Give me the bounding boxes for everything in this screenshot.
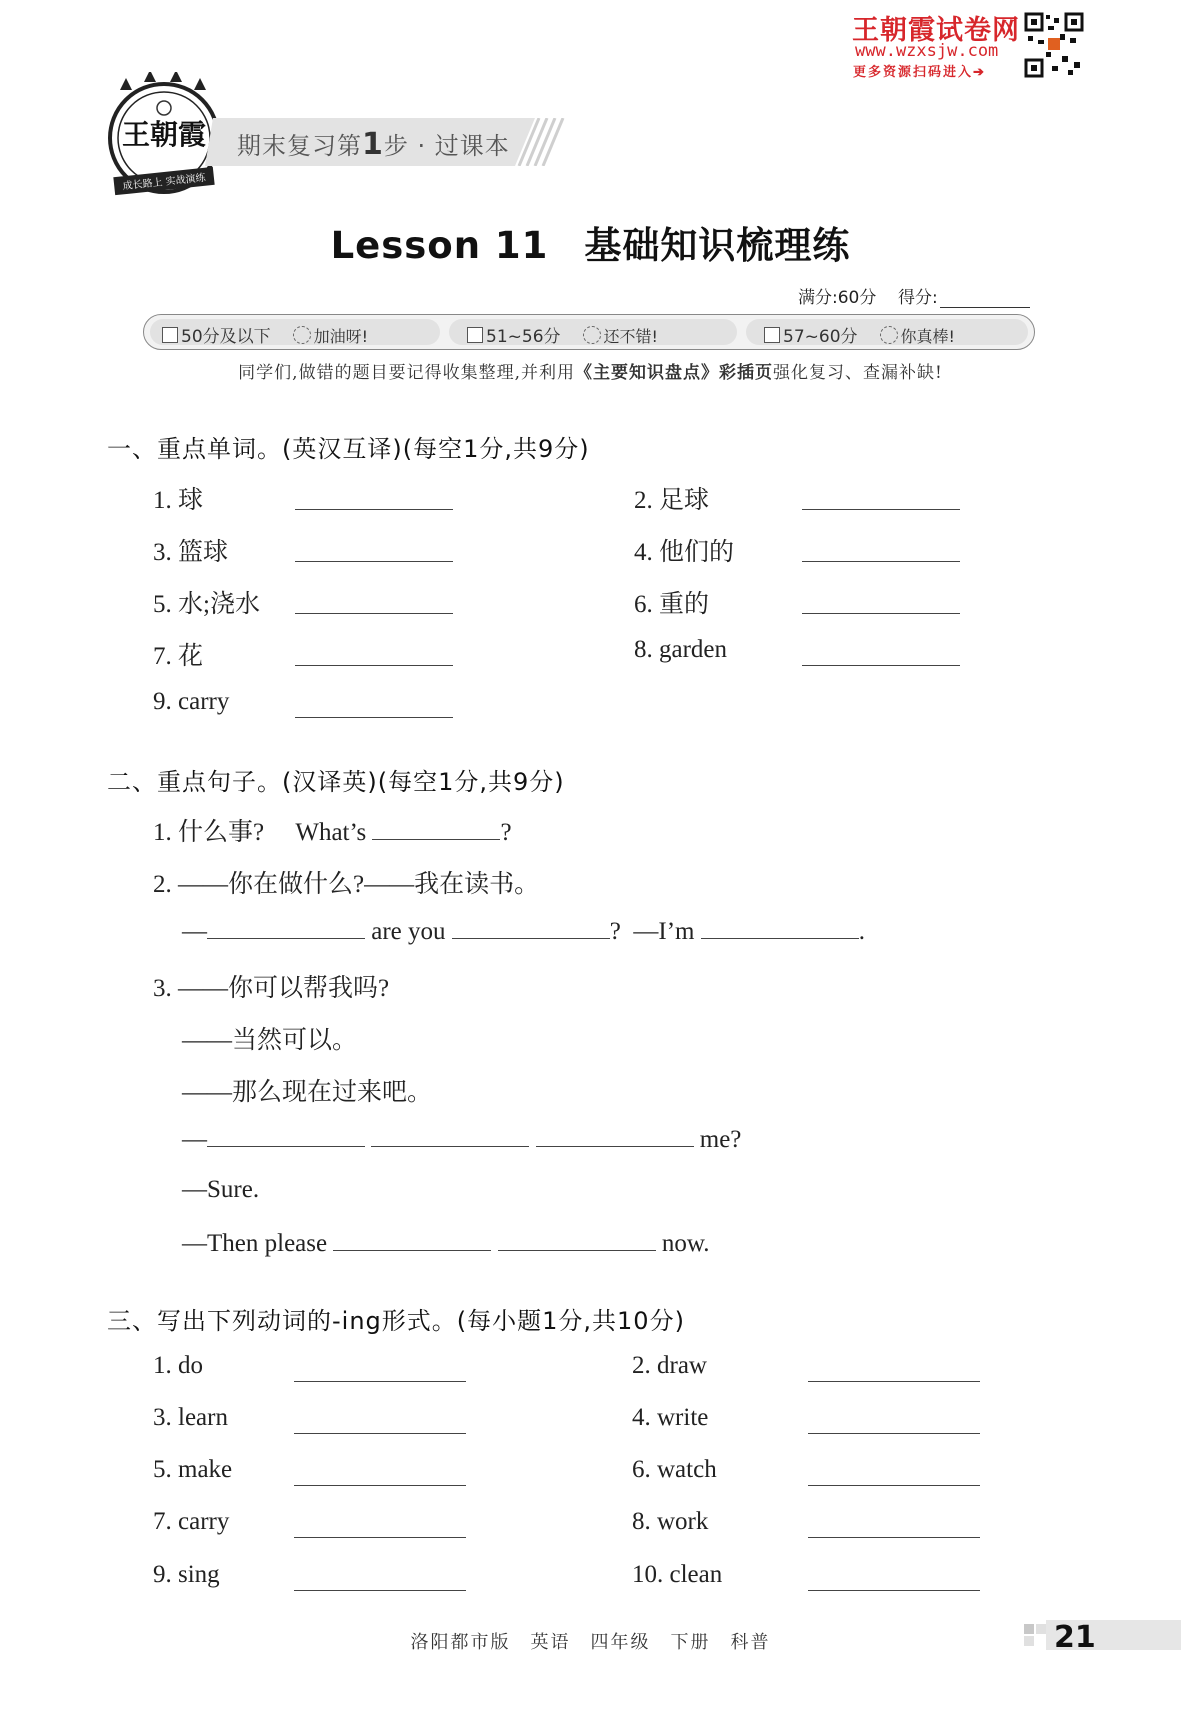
- page-number: 21: [1054, 1620, 1096, 1655]
- s3-item-9: 9. sing: [153, 1561, 220, 1588]
- logo-name: 王朝霞: [121, 118, 207, 151]
- s1-answer-8[interactable]: [802, 664, 960, 666]
- s3-answer-8[interactable]: [808, 1536, 980, 1538]
- s2-q1: 1. 什么事? What’s ?: [153, 819, 512, 846]
- s1-answer-3[interactable]: [295, 560, 453, 562]
- s2-q3-cn2: ——当然可以。: [182, 1027, 358, 1054]
- page-corner-icon: [1024, 1624, 1048, 1650]
- s1-answer-4[interactable]: [802, 560, 960, 562]
- s3-answer-4[interactable]: [808, 1432, 980, 1434]
- page-title: Lesson 11 基础知识梳理练: [330, 224, 851, 267]
- s2-q3-en2: —Then please now.: [182, 1230, 710, 1257]
- footer-edition: 洛阳都市版 英语 四年级 下册 科普: [410, 1632, 771, 1653]
- s3-item-1: 1. do: [153, 1352, 203, 1379]
- s2-q3-sure: —Sure.: [182, 1176, 260, 1203]
- checkbox-icon[interactable]: [162, 327, 178, 343]
- brand-url[interactable]: www.wzxsjw.com: [855, 41, 999, 61]
- logo-ribbon: 成长路上 实战演练: [122, 172, 207, 193]
- checkbox-icon[interactable]: [764, 327, 780, 343]
- s2-q2-answer-2[interactable]: [452, 916, 610, 939]
- smiley-icon: [583, 326, 601, 344]
- s2-q3-answer-1[interactable]: [207, 1124, 365, 1147]
- s3-answer-2[interactable]: [808, 1380, 980, 1382]
- brand-scan-text: 更多资源扫码进入➔: [853, 65, 986, 80]
- section3-heading: 三、写出下列动词的-ing形式。(每小题1分,共10分): [107, 1307, 685, 1335]
- s3-answer-3[interactable]: [294, 1432, 466, 1434]
- checkbox-icon[interactable]: [467, 327, 483, 343]
- s1-item-7: 7. 花: [153, 643, 204, 670]
- s3-answer-10[interactable]: [808, 1589, 980, 1591]
- s1-answer-2[interactable]: [802, 508, 960, 510]
- s2-q3-en1: — me?: [182, 1126, 742, 1153]
- s2-q1-answer[interactable]: [372, 817, 500, 840]
- s2-q2-cn: 2. ——你在做什么?——我在读书。: [153, 871, 540, 898]
- s2-q3-cn1: 3. ——你可以帮我吗?: [153, 975, 390, 1002]
- s1-item-2: 2. 足球: [634, 487, 710, 514]
- s2-q2-answer-1[interactable]: [207, 916, 365, 939]
- s1-item-3: 3. 篮球: [153, 539, 229, 566]
- score-line: 满分:60分 得分:: [798, 283, 1030, 308]
- section2-heading: 二、重点句子。(汉译英)(每空1分,共9分): [107, 768, 565, 796]
- s3-answer-7[interactable]: [294, 1536, 466, 1538]
- s2-q3-answer-4[interactable]: [333, 1228, 491, 1251]
- smiley-icon: [293, 326, 311, 344]
- s2-q3-cn3: ——那么现在过来吧。: [182, 1079, 433, 1106]
- score-level-2: 51~56分 还不错!: [467, 322, 658, 347]
- s2-q3-answer-2[interactable]: [371, 1124, 529, 1147]
- s2-q2-answer-3[interactable]: [701, 916, 859, 939]
- s3-item-2: 2. draw: [632, 1352, 707, 1379]
- s1-item-9: 9. carry: [153, 688, 230, 715]
- s1-item-1: 1. 球: [153, 487, 204, 514]
- s1-answer-1[interactable]: [295, 508, 453, 510]
- study-tip: 同学们,做错的题目要记得收集整理,并利用《主要知识盘点》彩插页强化复习、查漏补缺!: [238, 363, 943, 383]
- s3-answer-1[interactable]: [294, 1380, 466, 1382]
- s3-item-6: 6. watch: [632, 1456, 717, 1483]
- s3-item-8: 8. work: [632, 1508, 709, 1535]
- qr-code-icon[interactable]: [1024, 12, 1084, 78]
- score-level-3: 57~60分 你真棒!: [764, 322, 955, 347]
- s3-item-7: 7. carry: [153, 1508, 230, 1535]
- s3-item-4: 4. write: [632, 1404, 709, 1431]
- s3-answer-9[interactable]: [294, 1589, 466, 1591]
- banner-text: 期末复习第1步 · 过课本: [237, 127, 510, 162]
- s2-q3-answer-3[interactable]: [536, 1124, 694, 1147]
- score-level-1: 50分及以下 加油呀!: [162, 322, 368, 347]
- section1-heading: 一、重点单词。(英汉互译)(每空1分,共9分): [107, 435, 590, 463]
- s1-item-6: 6. 重的: [634, 591, 710, 618]
- s1-answer-6[interactable]: [802, 612, 960, 614]
- score-input[interactable]: [940, 291, 1030, 308]
- s2-q2-en: — are you ? —I’m .: [182, 918, 865, 945]
- s2-q3-answer-5[interactable]: [498, 1228, 656, 1251]
- brand-name: 王朝霞试卷网: [852, 15, 1020, 46]
- s3-item-10: 10. clean: [632, 1561, 723, 1588]
- score-level-bar: [143, 314, 1035, 350]
- s1-answer-5[interactable]: [295, 612, 453, 614]
- s3-answer-5[interactable]: [294, 1484, 466, 1486]
- s1-item-8: 8. garden: [634, 636, 728, 663]
- s1-answer-9[interactable]: [295, 716, 453, 718]
- s3-answer-6[interactable]: [808, 1484, 980, 1486]
- smiley-icon: [880, 326, 898, 344]
- s1-answer-7[interactable]: [295, 664, 453, 666]
- s1-item-4: 4. 他们的: [634, 539, 735, 566]
- s3-item-3: 3. learn: [153, 1404, 228, 1431]
- s1-item-5: 5. 水;浇水: [153, 591, 260, 618]
- s3-item-5: 5. make: [153, 1456, 233, 1483]
